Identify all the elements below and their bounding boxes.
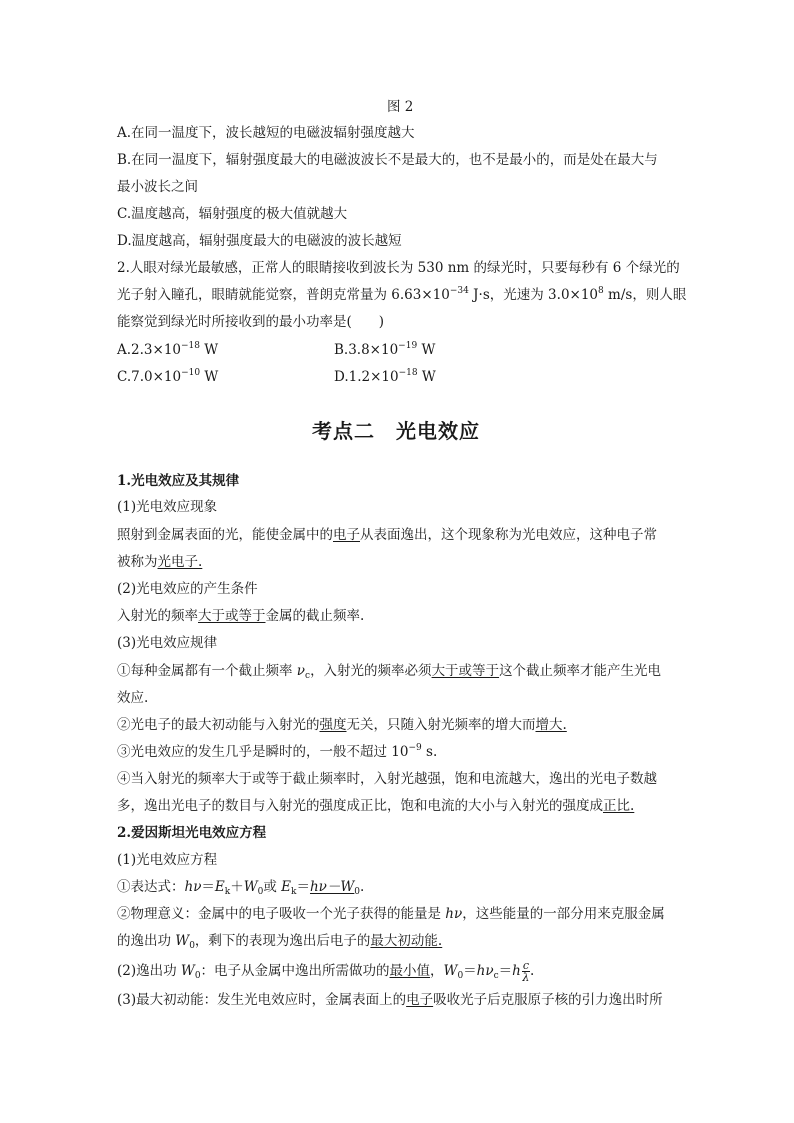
s1-para1-line2: 被称为光电子. xyxy=(117,554,203,570)
blank-answer: 电子 xyxy=(406,992,434,1008)
exponent: −34 xyxy=(449,286,469,296)
q2-option-b: $B.3.8\times 10^{-19}$ W xyxy=(334,341,436,358)
blank-answer: $h\nu-W_0$ xyxy=(309,879,360,897)
figure-caption: 图 2 xyxy=(387,99,414,115)
blank-answer: 最大初动能. xyxy=(370,933,443,949)
q2-options-row2 xyxy=(117,368,687,386)
fraction-c-over-lambda: $\frac{c}{\lambda}$ xyxy=(522,959,530,984)
blank-answer: 增大. xyxy=(535,717,567,733)
blank-answer: 大于或等于 xyxy=(198,608,266,624)
q1-option-c: C.温度越高，辐射强度的极大值就越大 xyxy=(117,206,348,222)
s2-expression: ①表达式：$h\nu=E_k+W_0$或 $E_k=h\nu-W_0$. xyxy=(117,879,365,897)
s2-meaning-line1: ②物理意义：金属中的电子吸收一个光子获得的能量是 hν，这些能量的一部分用来克服金属 xyxy=(117,906,665,922)
q1-option-d: D.温度越高，辐射强度最大的电磁波的波长越短 xyxy=(117,233,402,249)
blank-answer: 光电子. xyxy=(157,554,203,570)
section-title: 考点二 光电效应 xyxy=(312,419,480,443)
blank-answer: 大于或等于 xyxy=(431,663,500,679)
s2-heading: 2.爱因斯坦光电效应方程 xyxy=(117,825,267,841)
blank-answer: 强度 xyxy=(319,717,347,733)
s1-sub1: (1)光电效应现象 xyxy=(117,499,218,515)
s1-rule3: ③光电效应的发生几乎是瞬时的，一般不超过 $10^{-9}$ s. xyxy=(117,743,438,760)
s2-sub1: (1)光电效应方程 xyxy=(117,852,218,868)
q2-stem-line3: 能察觉到绿光时所接收到的最小功率是( ) xyxy=(117,314,385,330)
q2-options-row1 xyxy=(117,341,687,359)
q1-option-b-line1: B.在同一温度下，辐射强度最大的电磁波波长不是最大的，也不是最小的，而是处在最大与 xyxy=(117,152,658,168)
blank-answer: 正比. xyxy=(603,798,635,814)
s1-para2: 入射光的频率大于或等于金属的截止频率. xyxy=(117,608,365,624)
s1-rule1-line1: ①每种金属都有一个截止频率 $\nu_c$，入射光的频率必须大于或等于这个截止频率才能产生光电 xyxy=(117,663,662,681)
s1-sub3: (3)光电效应规律 xyxy=(117,635,218,651)
blank-answer: 最小值 xyxy=(389,963,431,979)
q2-option-d: $D.1.2\times 10^{-18}$ W xyxy=(334,368,436,385)
exponent: 8 xyxy=(598,286,604,296)
q2-option-a: $A.2.3\times 10^{-18}$ W xyxy=(117,341,219,358)
q1-option-b-line2: 最小波长之间 xyxy=(117,179,198,195)
s2-meaning-line2: 的逸出功 $W_0$，剩下的表现为逸出后电子的最大初动能. xyxy=(117,933,443,951)
q2-stem-line1: 2.人眼对绿光最敏感，正常人的眼睛接收到波长为 530 nm 的绿光时，只要每秒有 6 个绿光的 xyxy=(117,260,680,276)
s1-rule1-line2: 效应. xyxy=(117,690,149,706)
q2-text: 光子射入瞳孔，眼睛就能觉察，普朗克常量为 6.63×10 xyxy=(117,287,450,303)
blank-answer: 电子 xyxy=(333,527,360,543)
s1-heading: 1.光电效应及其规律 xyxy=(117,473,240,489)
s1-para1-line1: 照射到金属表面的光，能使金属中的电子从表面逸出，这个现象称为光电效应，这种电子常 xyxy=(117,527,657,543)
q2-stem-line2 xyxy=(117,286,686,304)
s1-sub2: (2)光电效应的产生条件 xyxy=(117,581,258,597)
s2-max-kinetic-energy: (3)最大初动能：发生光电效应时，金属表面上的电子吸收光子后克服原子核的引力逸出时所 xyxy=(117,992,663,1008)
q2-text: J·s，光速为 3.0×10 xyxy=(468,287,599,303)
q2-option-c: $C.7.0\times 10^{-10}$ W xyxy=(117,368,219,385)
s1-rule4-line2: 多，逸出光电子的数目与入射光的强度成正比，饱和电流的大小与入射光的强度成正比. xyxy=(117,798,635,814)
q1-option-a: A.在同一温度下，波长越短的电磁波辐射强度越大 xyxy=(117,125,415,141)
q2-text: m/s，则人眼 xyxy=(603,287,687,303)
s2-work-function: (2)逸出功 $W_0$：电子从金属中逸出所需做功的最小值，$W_0=h\nu_c=h$ $\frac{c}{\lambda}$ . xyxy=(117,959,535,984)
s1-rule2: ②光电子的最大初动能与入射光的强度无关，只随入射光频率的增大而增大. xyxy=(117,717,567,733)
s1-rule4-line1: ④当入射光的频率大于或等于截止频率时，入射光越强，饱和电流越大，逸出的光电子数越 xyxy=(117,771,657,787)
